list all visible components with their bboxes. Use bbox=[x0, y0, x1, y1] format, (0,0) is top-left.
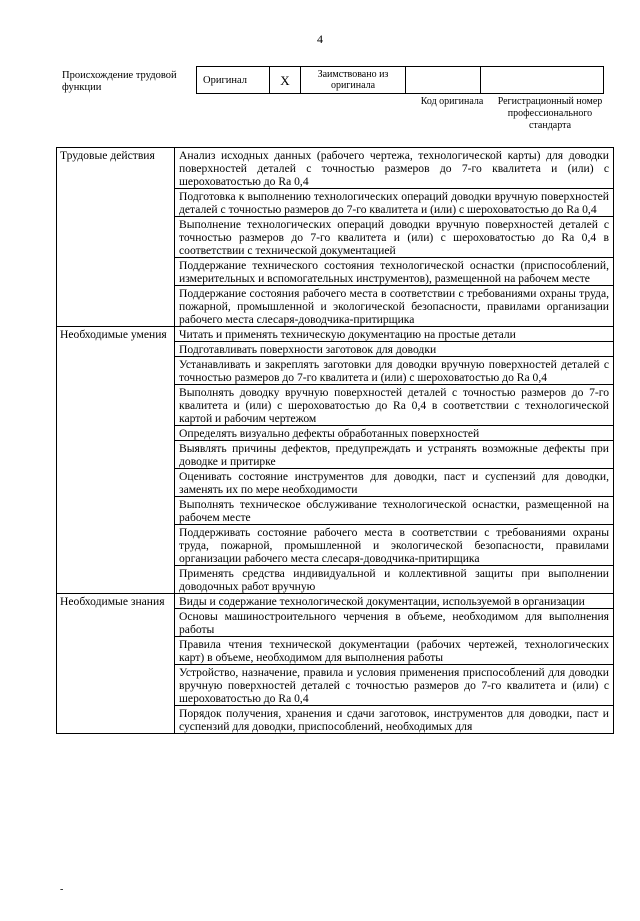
section-labor-actions-item: Подготовка к выполнению технологических операций доводки вручную поверхностей деталей с точностью размеров до 7-го квалитета и (или) с шероховатостью до Ra 0,4 bbox=[175, 189, 614, 217]
section-required-knowledge-row bbox=[57, 594, 614, 609]
registration-number-cell bbox=[481, 67, 604, 94]
section-required-skills-item: Оценивать состояние инструментов для доводки, паст и суспензий для доводки, заменять их по мере необходимости bbox=[175, 469, 614, 497]
origin-label: Происхождение трудовой функции bbox=[62, 70, 177, 93]
section-labor-actions-item: Поддержание состояния рабочего места в соответствии с требованиями охраны труда, пожарной, промышленной и экологической безопасности, правилами организации рабочего места слесаря-доводчика-притирщика bbox=[175, 286, 614, 327]
section-required-skills-row bbox=[57, 327, 614, 342]
section-required-skills-item: Читать и применять техническую документацию на простые детали bbox=[175, 327, 614, 342]
section-required-skills-item: Применять средства индивидуальной и коллективной защиты при выполнении доводочных работ вручную bbox=[175, 566, 614, 594]
registration-number-caption: Регистрационный номер профессионального стандарта bbox=[497, 96, 603, 131]
section-required-skills-item: Устанавливать и закреплять заготовки для доводки вручную поверхностей деталей с точностью размеров до 7-го квалитета и (или) с шероховатостью до Ra 0,4 bbox=[175, 357, 614, 385]
code-caption: Код оригинала bbox=[420, 96, 484, 107]
section-required-skills-item: Определять визуально дефекты обработанных поверхностей bbox=[175, 426, 614, 441]
section-labor-actions-row bbox=[57, 148, 614, 189]
section-labor-actions-item: Анализ исходных данных (рабочего чертежа, технологической карты) для доводки поверхностей деталей с точностью размеров до 7-го квалитета и (или) с шероховатостью до Ra 0,4 bbox=[175, 148, 614, 189]
section-required-knowledge-title: Необходимые знания bbox=[57, 594, 175, 734]
section-labor-actions-item: Поддержание технического состояния технологической оснастки (приспособлений, измерительных и вспомогательных инструментов), размещенной на рабочем месте bbox=[175, 258, 614, 286]
section-required-knowledge-item: Виды и содержание технологической документации, используемой в организации bbox=[175, 594, 614, 609]
original-code-cell bbox=[406, 67, 481, 94]
section-required-knowledge-item: Устройство, назначение, правила и условия применения приспособлений для доводки вручную поверхностей деталей с точностью размеров до 7-го квалитета и (или) с шероховатостью до Ra 0,4 bbox=[175, 665, 614, 706]
section-required-knowledge-item: Порядок получения, хранения и сдачи заготовок, инструментов для доводки, паст и суспензий для доводки, приспособлений, необходимых для bbox=[175, 706, 614, 734]
section-required-skills-item: Выявлять причины дефектов, предупреждать и устранять возможные дефекты при доводке и притирке bbox=[175, 441, 614, 469]
section-labor-actions-title: Трудовые действия bbox=[57, 148, 175, 327]
section-required-skills-item: Поддерживать состояние рабочего места в соответствии с требованиями охраны труда, пожарной, промышленной и экологической безопасности, правилами организации рабочего места слесаря-доводчика-притирщика bbox=[175, 525, 614, 566]
section-required-knowledge-item: Основы машиностроительного черчения в объеме, необходимом для выполнения работы bbox=[175, 609, 614, 637]
function-table bbox=[56, 147, 614, 734]
section-required-skills-item: Выполнять техническое обслуживание технологической оснастки, размещенной на рабочем месте bbox=[175, 497, 614, 525]
borrowed-cell: Заимствовано из оригинала bbox=[301, 67, 406, 94]
section-required-skills-item: Подготавливать поверхности заготовок для доводки bbox=[175, 342, 614, 357]
footer-mark: - bbox=[60, 884, 64, 895]
section-required-skills-item: Выполнять доводку вручную поверхностей деталей с точностью размеров до 7-го квалитета и (или) с шероховатостью до Ra 0,4 в соответствии с технологической картой и рабочим чертежом bbox=[175, 385, 614, 426]
section-required-knowledge-item: Правила чтения технической документации (рабочих чертежей, технологических карт) в объеме, необходимом для выполнения работы bbox=[175, 637, 614, 665]
section-required-skills-title: Необходимые умения bbox=[57, 327, 175, 594]
page-number: 4 bbox=[317, 32, 323, 46]
original-mark: Х bbox=[270, 67, 301, 94]
original-cell: Оригинал bbox=[197, 67, 270, 94]
section-labor-actions-item: Выполнение технологических операций доводки вручную поверхностей деталей с точностью размеров до 7-го квалитета и (или) с шероховатостью до Ra 0,4 в соответствии с технической документацией bbox=[175, 217, 614, 258]
origin-table bbox=[196, 66, 604, 94]
